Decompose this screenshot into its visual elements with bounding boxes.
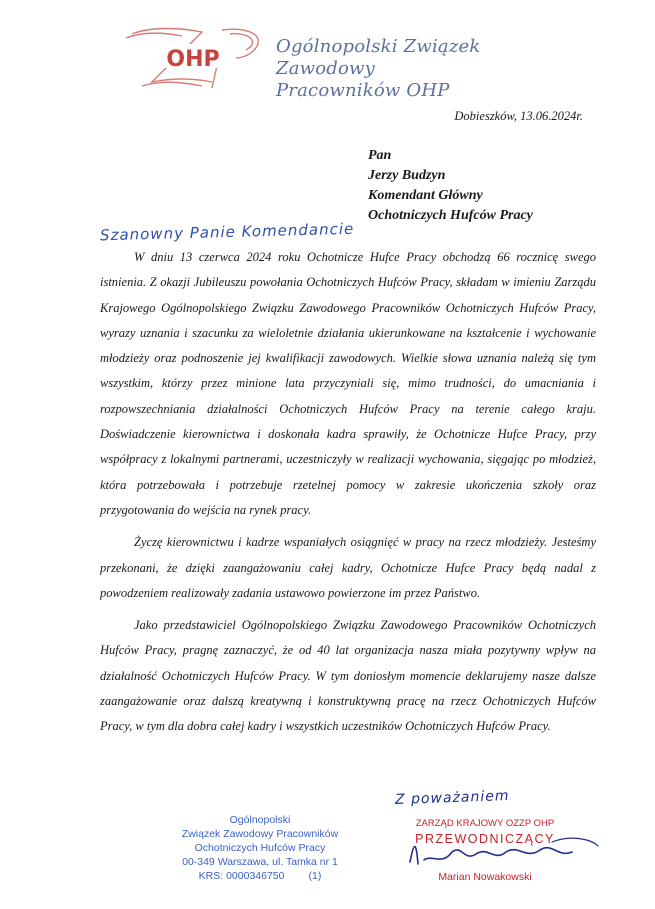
logo-text: OHP — [166, 47, 220, 72]
stamp-name: Marian Nowakowski — [438, 871, 532, 883]
stamp-board: ZARZĄD KRAJOWY OZZP OHP — [415, 818, 555, 829]
recipient-position: Komendant Główny — [368, 188, 483, 203]
place-and-date: Dobieszków, 13.06.2024r. — [454, 109, 583, 123]
recipient-organization: Ochotniczych Hufców Pracy — [368, 208, 533, 223]
paragraph-2: Życzę kierownictwu i kadrze wspaniałych osiągnięć w pracy na rzecz młodzieży. Jesteśmy przekonani, że dzięki zaangażowaniu całej kadry, Ochotnicze Hufce Pracy będą nadal z powodzeniem realizowały zadania ustawowo powierzone im przez Państwo. — [100, 535, 596, 600]
recipient-block — [368, 146, 533, 226]
handwritten-salutation: Szanowny Panie Komendancie — [99, 219, 355, 245]
handwritten-signature — [402, 832, 602, 872]
stamp-line3: Ochotniczych Hufców Pracy — [194, 842, 326, 854]
org-name-line2: Pracowników OHP — [276, 80, 450, 101]
paragraph-1: W dniu 13 czerwca 2024 roku Ochotnicze Hufce Pracy obchodzą 66 rocznicę swego istnienia. Z okazji Jubileuszu powołania Ochotniczych Hufców Pracy, składam w imieniu Zarządu Krajowego Ogólnopolskiego Związku Zawodowego Pracowników Ochotniczych Hufców Pracy, wyrazy uznania i szacunku za wieloletnie działania ukierunkowane na kształcenie i wychowanie młodzieży oraz podnoszenie jej kwalifikacji zawodowych. Wielkie słowa uznania należą się tym wszystkim, którzy przez minione lata przyczyniali się, mimo trudności, do umacniania i rozpowszechniania działalności Ochotniczych Hufców Pracy na terenie całego kraju. Doświadczenie kierownictwa i doskonała kadra sprawiły, że Ochotnicze Hufce Pracy, przy współpracy z lokalnymi partnerami, uczestniczyły w realizacji wychowania, sięgając po młodzież, która potrzebowała i potrzebuje rzetelnej pomocy w zakresie ukończenia szkoły oraz przygotowania do wejścia na rynek pracy. — [100, 250, 596, 517]
stamp-role: PRZEWODNICZĄCY — [415, 832, 555, 846]
recipient-name: Jerzy Budzyn — [368, 168, 446, 183]
organization-name — [276, 36, 576, 102]
stamp-krs: KRS: 0000346750 — [198, 870, 285, 882]
handwritten-closing: Z poważaniem — [394, 788, 510, 808]
letter-body — [100, 245, 596, 747]
ohp-logo — [112, 22, 272, 92]
stamp-number: (1) — [308, 870, 322, 882]
recipient-title: Pan — [368, 148, 392, 163]
org-name-line1: Ogólnopolski Związek Zawodowy — [276, 36, 481, 79]
stamp-address: 00-349 Warszawa, ul. Tamka nr 1 — [182, 856, 338, 868]
stamp-krs-line — [170, 869, 350, 883]
organization-stamp — [170, 813, 350, 883]
stamp-line2: Związek Zawodowy Pracowników — [181, 828, 339, 840]
paragraph-3: Jako przedstawiciel Ogólnopolskiego Związku Zawodowego Pracowników Ochotniczych Hufców Pracy, pragnę zaznaczyć, że od 40 lat organizacja nasza miała pozytywny wpływ na działalność Ochotniczych Hufców Pracy. W tym doniosłym momencie deklarujemy nasze dalsze zaangażowanie oraz dalszą kreatywną i konstruktywną pracę na rzecz Ochotniczych Hufców Pracy, w tym dla dobra całej kadry i wszystkich uczestników Ochotniczych Hufców Pracy. — [100, 618, 596, 734]
stamp-line1: Ogólnopolski — [229, 814, 291, 826]
